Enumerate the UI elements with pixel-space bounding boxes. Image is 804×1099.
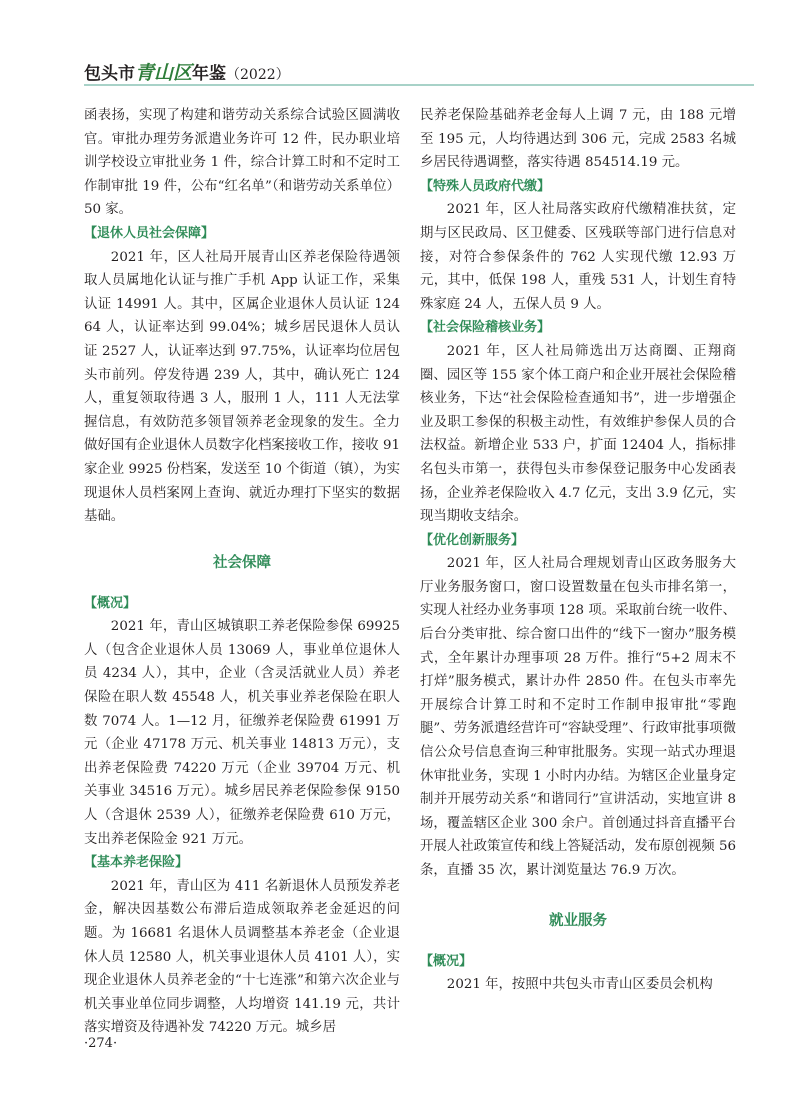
section-title: 社会保障 xyxy=(213,554,271,571)
title-suffix: 年鉴 xyxy=(192,64,227,84)
subsection-heading: 【特殊人员政府代缴】 xyxy=(420,178,551,194)
left-column xyxy=(84,104,400,1040)
subsection-heading: 【基本养老保险】 xyxy=(84,855,189,871)
paragraph: 2021 年，区人社局筛选出万达商圈、正翔商圈、园区等 155 家个体工商户和企业开展社会保险稽核业务，下达“社会保险检查通知书”，进一步增强企业及职工参保的积极主动性，有效维护参保人员的合法权益。新增企业 533 户，扩面 12404 人，指标排名包头市第一，获得包头市参保登记服务中心发函表扬，企业养老保险收入 4.7 亿元，支出 3.9 亿元，实现当期收支结余。 xyxy=(420,343,736,525)
subsection-heading: 【概况】 xyxy=(420,953,473,969)
paragraph: 2021 年，青山区城镇职工养老保险参保 69925 人（包含企业退休人员 13069 人，事业单位退休人员 4234 人），其中，企业（含灵活就业人员）养老保险在职人数 45548 人，机关事业养老保险在职人数 7074 人。1—12 月，征缴养老保险费 61991 万元（企业 47178 万元、机关事业 14813 万元），支出养老保险费 74220 万元（企业 39704 万元、机关事业 34516 万元）。城乡居民养老保险参保 9150 人（含退休 2539 人），征缴养老保险费 610 万元，支出养老保险金 921 万元。 xyxy=(84,619,400,847)
paragraph: 民养老保险基础养老金每人上调 7 元，由 188 元增至 195 元，人均待遇达到 306 元，完成 2583 名城乡居民待遇调整，落实待遇 854514.19 元。 xyxy=(420,108,736,171)
title-year: （2022） xyxy=(226,67,290,83)
subsection-heading: 【概况】 xyxy=(84,595,137,611)
subsection-heading: 【优化创新服务】 xyxy=(420,532,525,548)
paragraph: 函表扬，实现了构建和谐劳动关系综合试验区圆满收官。审批办理劳务派遣业务许可 12 件，民办职业培训学校设立审批业务 1 件，综合计算工时和不定时工作制审批 19 件，公布“红名单”（和谐劳动关系单位）50 家。 xyxy=(84,108,400,218)
paragraph: 2021 年，区人社局合理规划青山区政务服务大厅业务服务窗口，窗口设置数量在包头市排名第一，实现人社经办业务事项 128 项。采取前台统一收件、后台分类审批、综合窗口出件的“线下一窗办”服务模式，全年累计办理事项 28 万件。推行“5+2 周末不打烊”服务模式，累计办件 2850 件。在包头市率先开展综合计算工时和不定时工作制申报审批“零跑腿”、劳务派遣经营许可“容缺受理”、行政审批事项微信公众号信息查询三种审批服务。实现一站式办理退休审批业务，实现 1 小时内办结。为辖区企业量身定制并开展劳动关系“和谐同行”宣讲活动，实地宣讲 8 场，覆盖辖区企业 300 余户。首创通过抖音直播平台开展人社政策宣传和线上答疑活动，发布原创视频 56 条，直播 35 次，累计浏览量达 76.9 万次。 xyxy=(420,556,736,878)
paragraph: 2021 年，区人社局开展青山区养老保险待遇领取人员属地化认证与推广手机 App 认证工作，采集认证 14991 人。其中，区属企业退休人员认证 12464 人，认证率达到 99.04%；城乡居民退休人员认证 2527 人，认证率达到 97.75%，认证率均位居包头市前列。停发待遇 239 人，其中，确认死亡 124 人，重复领取待遇 3 人，服刑 1 人，111 人无法掌握信息，有效防范多领冒领养老金现象的发生。全力做好国有企业退休人员数字化档案接收工作，接收 91 家企业 9925 份档案，发送至 10 个街道（镇），为实现退休人员档案网上查询、就近办理打下坚实的数据基础。 xyxy=(84,249,400,525)
subsection-heading: 【社会保险稽核业务】 xyxy=(420,320,551,336)
subsection-heading: 【退休人员社会保障】 xyxy=(84,225,215,241)
page-number: ·274· xyxy=(84,1036,118,1051)
title-prefix: 包头市 xyxy=(84,64,135,84)
header-divider xyxy=(84,84,754,86)
running-header xyxy=(84,58,754,84)
yearbook-title xyxy=(84,58,290,85)
paragraph: 2021 年，青山区为 411 名新退休人员预发养老金，解决因基数公布滞后造成领取养老金延迟的问题。为 16681 名退休人员调整基本养老金（企业退休人员 12580 人，机关事业退休人员 4101 人），实现企业退休人员养老金的“十七连涨”和第六次企业与机关事业单位同步调整，人均增资 141.19 元，共计落实增资及待遇补发 74220 万元。城乡居 xyxy=(84,878,400,1036)
right-column xyxy=(420,104,736,997)
paragraph: 2021 年，区人社局落实政府代缴精准扶贫，定期与区民政局、区卫健委、区残联等部门进行信息对接，对符合参保条件的 762 人实现代缴 12.93 万元，其中，低保 198 人，重残 531 人，计划生育特殊家庭 24 人，五保人员 9 人。 xyxy=(420,202,736,312)
paragraph: 2021 年，按照中共包头市青山区委员会机构 xyxy=(446,977,713,993)
title-brand-logo: 青山区 xyxy=(135,62,193,84)
section-title: 就业服务 xyxy=(549,912,607,929)
